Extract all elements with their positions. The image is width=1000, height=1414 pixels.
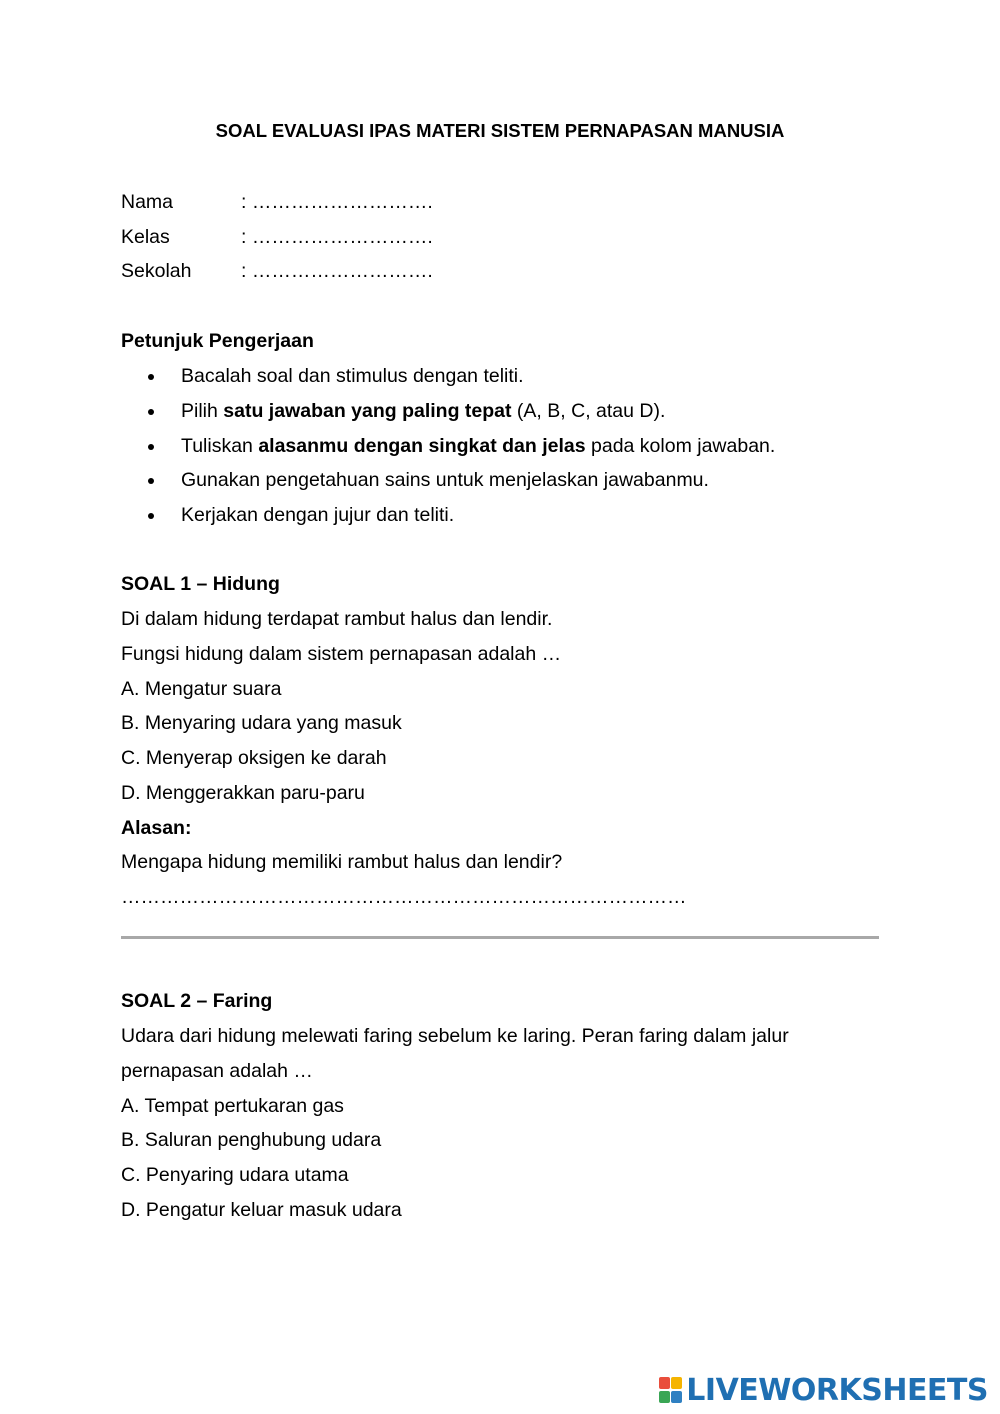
liveworksheets-logo xyxy=(658,1372,988,1408)
page-title: SOAL EVALUASI IPAS MATERI SISTEM PERNAPASAN MANUSIA xyxy=(215,120,785,141)
question-2-stem: pernapasan adalah … xyxy=(121,1060,313,1082)
instruction-item: Gunakan pengetahuan sains untuk menjelaskan jawabanmu. xyxy=(181,469,709,491)
instructions-heading: Petunjuk Pengerjaan xyxy=(121,330,314,352)
identity-row-sekolah xyxy=(121,259,433,283)
question-2-option-d[interactable]: D. Pengatur keluar masuk udara xyxy=(121,1199,402,1221)
identity-label: Nama xyxy=(121,191,174,213)
question-2-option-b[interactable]: B. Saluran penghubung udara xyxy=(121,1129,382,1151)
question-1-option-a[interactable]: A. Mengatur suara xyxy=(121,678,282,700)
identity-blank[interactable]: : ………………………. xyxy=(241,260,433,282)
liveworksheets-logo-icon xyxy=(658,1376,684,1404)
bullet-icon xyxy=(148,364,156,388)
bullet-icon xyxy=(148,468,156,492)
question-1-answer-field[interactable]: …………………………………………………………………………… xyxy=(121,886,687,908)
question-2-stem: Udara dari hidung melewati faring sebelum ke laring. Peran faring dalam jalur xyxy=(121,1025,789,1047)
identity-label: Sekolah xyxy=(121,260,192,282)
question-1-option-c[interactable]: C. Menyerap oksigen ke darah xyxy=(121,747,387,769)
bullet-icon xyxy=(148,399,156,423)
brand-name: LIVEWORKSHEETS xyxy=(686,1372,988,1408)
section-divider xyxy=(121,936,879,939)
question-1-option-b[interactable]: B. Menyaring udara yang masuk xyxy=(121,712,402,734)
question-1-option-d[interactable]: D. Menggerakkan paru-paru xyxy=(121,782,365,804)
question-2-option-a[interactable]: A. Tempat pertukaran gas xyxy=(121,1095,344,1117)
question-1-stem: Fungsi hidung dalam sistem pernapasan adalah … xyxy=(121,643,562,665)
question-1-reason-question: Mengapa hidung memiliki rambut halus dan lendir? xyxy=(121,851,563,873)
question-1-stem: Di dalam hidung terdapat rambut halus dan lendir. xyxy=(121,608,553,630)
question-2-heading: SOAL 2 – Faring xyxy=(121,990,273,1012)
instruction-item: Tuliskan alasanmu dengan singkat dan jelas pada kolom jawaban. xyxy=(181,435,776,457)
question-2-option-c[interactable]: C. Penyaring udara utama xyxy=(121,1164,349,1186)
bullet-icon xyxy=(148,434,156,458)
instruction-item: Pilih satu jawaban yang paling tepat (A, B, C, atau D). xyxy=(181,400,666,422)
bullet-icon xyxy=(148,503,156,527)
identity-row-nama xyxy=(121,190,433,214)
identity-blank[interactable]: : ………………………. xyxy=(241,226,433,248)
instruction-item: Bacalah soal dan stimulus dengan teliti. xyxy=(181,365,524,387)
question-1-reason-label: Alasan: xyxy=(121,817,192,839)
question-1-heading: SOAL 1 – Hidung xyxy=(121,573,280,595)
identity-row-kelas xyxy=(121,225,433,249)
identity-label: Kelas xyxy=(121,226,170,248)
instruction-item: Kerjakan dengan jujur dan teliti. xyxy=(181,504,455,526)
identity-blank[interactable]: : ………………………. xyxy=(241,191,433,213)
